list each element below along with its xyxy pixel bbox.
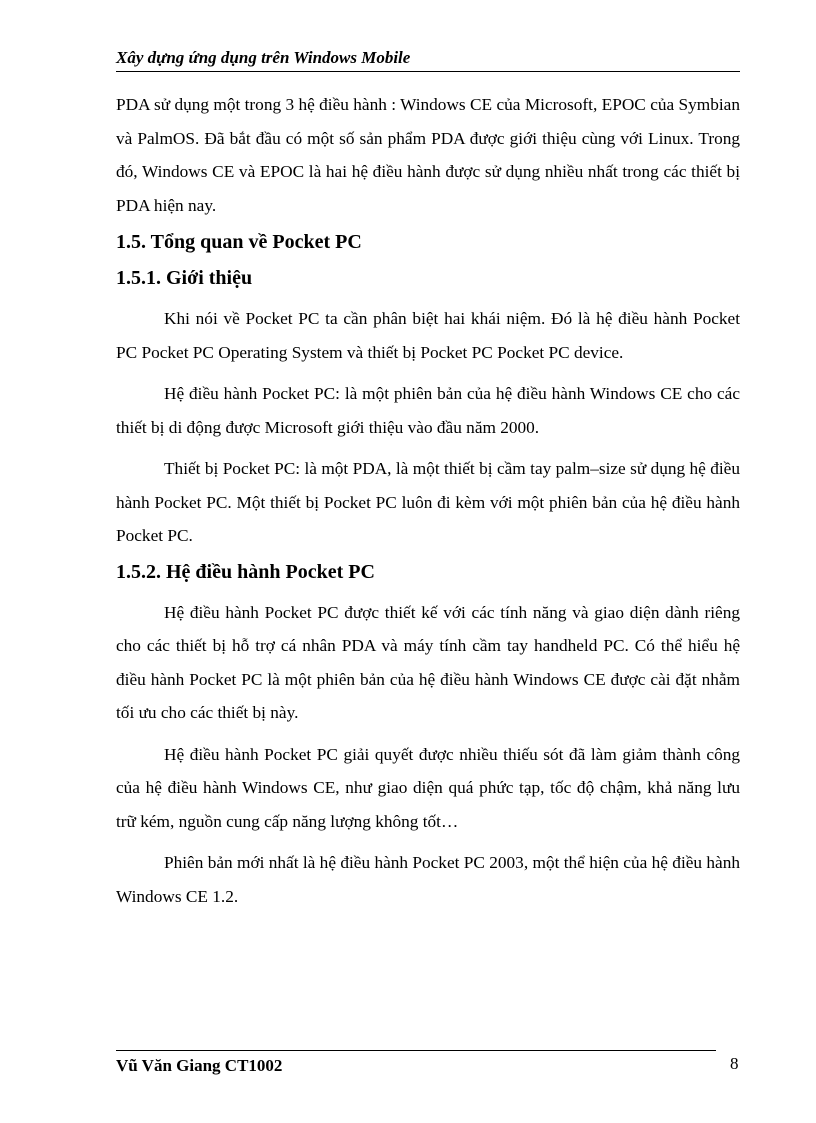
paragraph-os-design: Hệ điều hành Pocket PC được thiết kế với các tính năng và giao diện dành riêng cho các thiết bị hỗ trợ cá nhân PDA và máy tính cầm tay handheld PC. Có thể hiểu hệ điều hành Pocket PC là một phiên bản của hệ điều hành Windows CE được cài đặt nhằm tối ưu cho các thiết bị này. xyxy=(116,602,740,722)
paragraph-pocket-pc-device: Thiết bị Pocket PC: là một PDA, là một thiết bị cầm tay palm–size sử dụng hệ điều hành Pocket PC. Một thiết bị Pocket PC luôn đi kèm với một phiên bản của hệ điều hành Pocket PC. xyxy=(116,459,740,545)
footer-divider xyxy=(116,1050,716,1051)
paragraph-pocket-pc-os: Hệ điều hành Pocket PC: là một phiên bản của hệ điều hành Windows CE cho các thiết bị di động được Microsoft giới thiệu vào đầu năm 2000. xyxy=(116,384,740,437)
running-header: Xây dựng ứng dụng trên Windows Mobile xyxy=(116,47,740,72)
footer-author: Vũ Văn Giang CT1002 xyxy=(116,1056,283,1075)
paragraph-latest-version: Phiên bản mới nhất là hệ điều hành Pocket PC 2003, một thể hiện của hệ điều hành Windows CE 1.2. xyxy=(116,853,740,906)
intro-paragraph: PDA sử dụng một trong 3 hệ điều hành : Windows CE của Microsoft, EPOC của Symbian và PalmOS. Đã bắt đầu có một số sản phẩm PDA được giới thiệu cùng với Linux. Trong đó, Windows CE và EPOC là hai hệ điều hành được sử dụng nhiều nhất trong các thiết bị PDA hiện nay. xyxy=(116,95,740,215)
paragraph-pocket-pc-concepts: Khi nói về Pocket PC ta cần phân biệt hai khái niệm. Đó là hệ điều hành Pocket PC Pocket PC Operating System và thiết bị Pocket PC Pocket PC device. xyxy=(116,309,740,362)
page-number: 8 xyxy=(730,1054,739,1073)
section-heading-1-5-2: 1.5.2. Hệ điều hành Pocket PC xyxy=(116,560,375,583)
section-heading-1-5: 1.5. Tổng quan về Pocket PC xyxy=(116,231,362,253)
paragraph-os-improvements: Hệ điều hành Pocket PC giải quyết được nhiều thiếu sót đã làm giảm thành công của hệ điều hành Windows CE, như giao diện quá phức tạp, tốc độ chậm, khả năng lưu trữ kém, nguồn cung cấp năng lượng không tốt… xyxy=(116,744,740,831)
page-content xyxy=(116,88,740,913)
section-heading-1-5-1: 1.5.1. Giới thiệu xyxy=(116,267,253,289)
